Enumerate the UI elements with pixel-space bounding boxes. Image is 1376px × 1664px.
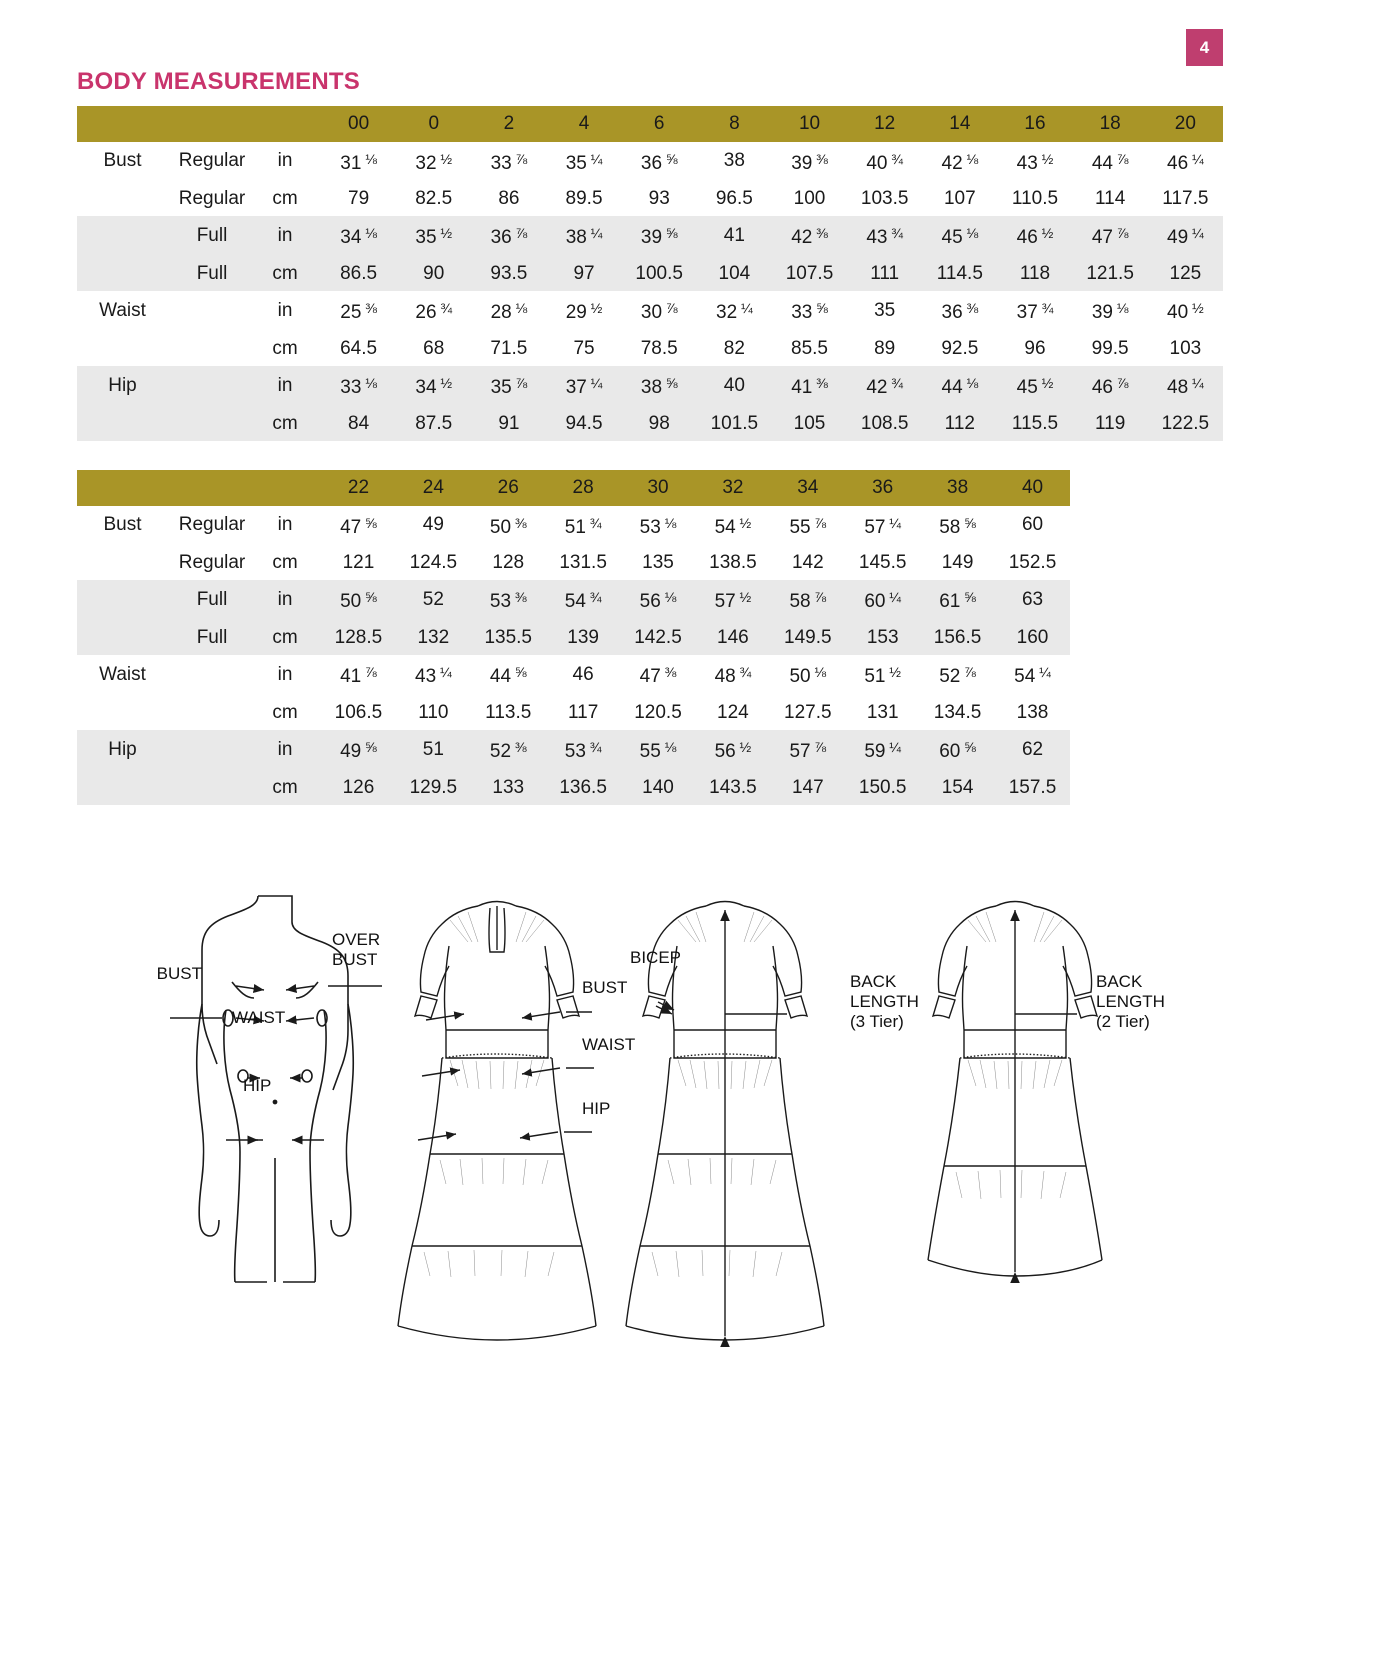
cell-value: 133: [471, 770, 546, 806]
table-header-size-2: 2: [471, 106, 546, 142]
cell-fit: Full: [159, 580, 259, 619]
cell-value: 92.5: [922, 331, 997, 367]
cell-value: 49: [396, 506, 471, 545]
cell-value: 93.5: [471, 256, 546, 292]
table-header-size-32: 32: [695, 470, 770, 506]
cell-part: [77, 580, 159, 619]
cell-value: 101.5: [697, 406, 772, 442]
table-row: [77, 256, 1223, 292]
cell-unit: in: [259, 216, 321, 255]
cell-value: 46 $^{\frac{1}{2}}$: [997, 216, 1072, 255]
cell-value: 147: [770, 770, 845, 806]
table-header-size-40: 40: [995, 470, 1070, 506]
measurements-table-sizes-00-20: [77, 106, 1223, 441]
cell-value: 44 $^{\frac{7}{8}}$: [1073, 142, 1148, 181]
page-number: 4: [1199, 37, 1210, 57]
cell-unit: cm: [259, 620, 321, 656]
cell-value: 39 $^{\frac{3}{8}}$: [772, 142, 847, 181]
measurement-table: [77, 470, 1070, 805]
cell-value: 33 $^{\frac{5}{8}}$: [772, 291, 847, 330]
cell-value: 110: [396, 695, 471, 731]
page-number-badge: [1186, 29, 1223, 66]
cell-value: 86.5: [321, 256, 396, 292]
cell-value: 110.5: [997, 181, 1072, 217]
cell-unit: cm: [259, 770, 321, 806]
table-header-size-30: 30: [621, 470, 696, 506]
cell-value: 136.5: [546, 770, 621, 806]
table-row: [77, 580, 1070, 619]
cell-part: [77, 216, 159, 255]
table-header-size-12: 12: [847, 106, 922, 142]
table-row: [77, 216, 1223, 255]
cell-value: 50 $^{\frac{1}{8}}$: [770, 655, 845, 694]
cell-value: 56 $^{\frac{1}{8}}$: [621, 580, 696, 619]
cell-value: 43 $^{\frac{1}{4}}$: [396, 655, 471, 694]
cell-value: 36 $^{\frac{3}{8}}$: [922, 291, 997, 330]
cell-value: 42 $^{\frac{3}{8}}$: [772, 216, 847, 255]
cell-value: 131: [845, 695, 920, 731]
cell-value: 98: [622, 406, 697, 442]
cell-value: 121: [321, 545, 396, 581]
cell-value: 118: [997, 256, 1072, 292]
table-header-size-6: 6: [622, 106, 697, 142]
cell-value: 50 $^{\frac{3}{8}}$: [471, 506, 546, 545]
cell-value: 145.5: [845, 545, 920, 581]
table-header-size-0: 0: [396, 106, 471, 142]
cell-unit: cm: [259, 256, 321, 292]
cell-value: 107.5: [772, 256, 847, 292]
cell-value: 42 $^{\frac{3}{4}}$: [847, 366, 922, 405]
cell-value: 62: [995, 730, 1070, 769]
label-bicep: BICEP: [630, 948, 682, 967]
cell-value: 44 $^{\frac{1}{8}}$: [922, 366, 997, 405]
cell-value: 52 $^{\frac{3}{8}}$: [471, 730, 546, 769]
label-back-length-2tier-line3: (2 Tier): [1096, 1012, 1150, 1031]
cell-value: 117.5: [1148, 181, 1223, 217]
table-header-size-34: 34: [770, 470, 845, 506]
cell-value: 139: [546, 620, 621, 656]
dress-back-2tier-figure: [908, 890, 1123, 1290]
cell-value: 60 $^{\frac{1}{4}}$: [845, 580, 920, 619]
cell-value: 38: [697, 142, 772, 181]
cell-value: 124: [695, 695, 770, 731]
cell-value: 61 $^{\frac{5}{8}}$: [920, 580, 995, 619]
cell-fit: [159, 655, 259, 694]
cell-value: 46: [546, 655, 621, 694]
cell-value: 43 $^{\frac{1}{2}}$: [997, 142, 1072, 181]
cell-value: 45 $^{\frac{1}{8}}$: [922, 216, 997, 255]
table-header-size-24: 24: [396, 470, 471, 506]
label-back-length-2tier-line1: BACK: [1096, 972, 1143, 991]
cell-value: 40 $^{\frac{3}{4}}$: [847, 142, 922, 181]
cell-value: 131.5: [546, 545, 621, 581]
cell-fit: [159, 331, 259, 367]
cell-value: 152.5: [995, 545, 1070, 581]
cell-value: 53 $^{\frac{3}{4}}$: [546, 730, 621, 769]
cell-value: 84: [321, 406, 396, 442]
table-header-fit: [159, 470, 259, 506]
table-header-size-36: 36: [845, 470, 920, 506]
cell-value: 115.5: [997, 406, 1072, 442]
cell-fit: [159, 406, 259, 442]
table-row: [77, 770, 1070, 806]
cell-unit: in: [259, 291, 321, 330]
cell-value: 103.5: [847, 181, 922, 217]
table-header-size-38: 38: [920, 470, 995, 506]
table-row: [77, 181, 1223, 217]
cell-fit: [159, 770, 259, 806]
cell-value: 138: [995, 695, 1070, 731]
cell-unit: cm: [259, 331, 321, 367]
cell-value: 48 $^{\frac{1}{4}}$: [1148, 366, 1223, 405]
table-row: [77, 655, 1070, 694]
cell-value: 149: [920, 545, 995, 581]
cell-unit: in: [259, 655, 321, 694]
cell-value: 140: [621, 770, 696, 806]
cell-unit: in: [259, 366, 321, 405]
label-waist-front: WAIST: [582, 1035, 636, 1054]
cell-value: 52: [396, 580, 471, 619]
cell-value: 138.5: [695, 545, 770, 581]
cell-value: 51 $^{\frac{3}{4}}$: [546, 506, 621, 545]
label-waist-mannequin: WAIST: [232, 1008, 286, 1027]
cell-value: 52 $^{\frac{7}{8}}$: [920, 655, 995, 694]
cell-unit: cm: [259, 406, 321, 442]
cell-value: 91: [471, 406, 546, 442]
cell-value: 134.5: [920, 695, 995, 731]
cell-value: 46 $^{\frac{1}{4}}$: [1148, 142, 1223, 181]
cell-value: 57 $^{\frac{1}{2}}$: [695, 580, 770, 619]
cell-value: 128.5: [321, 620, 396, 656]
cell-value: 55 $^{\frac{1}{8}}$: [621, 730, 696, 769]
table-header-size-18: 18: [1073, 106, 1148, 142]
cell-value: 53 $^{\frac{3}{8}}$: [471, 580, 546, 619]
table-header-size-20: 20: [1148, 106, 1223, 142]
table-row: [77, 331, 1223, 367]
cell-value: 106.5: [321, 695, 396, 731]
cell-fit: Regular: [159, 506, 259, 545]
cell-part: Hip: [77, 730, 159, 769]
cell-value: 34 $^{\frac{1}{2}}$: [396, 366, 471, 405]
cell-value: 54 $^{\frac{1}{4}}$: [995, 655, 1070, 694]
label-hip-front: HIP: [582, 1099, 611, 1118]
cell-value: 57 $^{\frac{1}{4}}$: [845, 506, 920, 545]
cell-fit: [159, 730, 259, 769]
table-header-row: [77, 470, 1070, 506]
cell-value: 25 $^{\frac{3}{8}}$: [321, 291, 396, 330]
cell-value: 29 $^{\frac{1}{2}}$: [546, 291, 621, 330]
cell-value: 57 $^{\frac{7}{8}}$: [770, 730, 845, 769]
cell-value: 54 $^{\frac{3}{4}}$: [546, 580, 621, 619]
cell-fit: Regular: [159, 142, 259, 181]
cell-value: 99.5: [1073, 331, 1148, 367]
cell-part: [77, 620, 159, 656]
cell-value: 48 $^{\frac{3}{4}}$: [695, 655, 770, 694]
dress-front-figure: [390, 890, 605, 1350]
cell-part: Bust: [77, 142, 159, 181]
cell-value: 100.5: [622, 256, 697, 292]
cell-value: 82.5: [396, 181, 471, 217]
cell-value: 113.5: [471, 695, 546, 731]
cell-value: 85.5: [772, 331, 847, 367]
cell-value: 117: [546, 695, 621, 731]
cell-value: 68: [396, 331, 471, 367]
cell-value: 41 $^{\frac{3}{8}}$: [772, 366, 847, 405]
table-row: [77, 406, 1223, 442]
table-header-size-22: 22: [321, 470, 396, 506]
cell-value: 90: [396, 256, 471, 292]
table-row: [77, 545, 1070, 581]
cell-value: 135: [621, 545, 696, 581]
cell-value: 39 $^{\frac{1}{8}}$: [1073, 291, 1148, 330]
table-header-part: [77, 106, 159, 142]
cell-value: 112: [922, 406, 997, 442]
cell-part: Bust: [77, 506, 159, 545]
label-over-bust-line1: OVER: [332, 930, 381, 949]
cell-unit: cm: [259, 695, 321, 731]
table-header-size-26: 26: [471, 470, 546, 506]
cell-fit: Full: [159, 620, 259, 656]
cell-value: 97: [546, 256, 621, 292]
cell-value: 47 $^{\frac{7}{8}}$: [1073, 216, 1148, 255]
cell-value: 89: [847, 331, 922, 367]
cell-value: 30 $^{\frac{7}{8}}$: [622, 291, 697, 330]
cell-value: 51 $^{\frac{1}{2}}$: [845, 655, 920, 694]
cell-value: 55 $^{\frac{7}{8}}$: [770, 506, 845, 545]
cell-value: 60 $^{\frac{5}{8}}$: [920, 730, 995, 769]
cell-value: 114: [1073, 181, 1148, 217]
cell-value: 153: [845, 620, 920, 656]
cell-value: 114.5: [922, 256, 997, 292]
cell-value: 104: [697, 256, 772, 292]
cell-value: 36 $^{\frac{7}{8}}$: [471, 216, 546, 255]
table-header-size-14: 14: [922, 106, 997, 142]
cell-value: 43 $^{\frac{3}{4}}$: [847, 216, 922, 255]
cell-value: 89.5: [546, 181, 621, 217]
cell-unit: in: [259, 142, 321, 181]
cell-value: 142.5: [621, 620, 696, 656]
cell-value: 49 $^{\frac{1}{4}}$: [1148, 216, 1223, 255]
cell-value: 100: [772, 181, 847, 217]
cell-part: Hip: [77, 366, 159, 405]
cell-unit: in: [259, 506, 321, 545]
cell-fit: [159, 366, 259, 405]
table-header-size-28: 28: [546, 470, 621, 506]
cell-unit: in: [259, 580, 321, 619]
cell-part: [77, 181, 159, 217]
cell-value: 71.5: [471, 331, 546, 367]
cell-fit: [159, 695, 259, 731]
cell-value: 56 $^{\frac{1}{2}}$: [695, 730, 770, 769]
cell-value: 59 $^{\frac{1}{4}}$: [845, 730, 920, 769]
cell-value: 78.5: [622, 331, 697, 367]
cell-value: 35: [847, 291, 922, 330]
cell-value: 96.5: [697, 181, 772, 217]
table-header-unit: [259, 106, 321, 142]
table-row: [77, 142, 1223, 181]
label-bust-mannequin: BUST: [156, 964, 202, 983]
cell-value: 39 $^{\frac{5}{8}}$: [622, 216, 697, 255]
cell-value: 125: [1148, 256, 1223, 292]
cell-value: 156.5: [920, 620, 995, 656]
cell-value: 34 $^{\frac{1}{8}}$: [321, 216, 396, 255]
cell-value: 35 $^{\frac{1}{2}}$: [396, 216, 471, 255]
cell-value: 108.5: [847, 406, 922, 442]
cell-value: 58 $^{\frac{5}{8}}$: [920, 506, 995, 545]
table-row: [77, 506, 1070, 545]
cell-value: 142: [770, 545, 845, 581]
table-header-part: [77, 470, 159, 506]
label-back-length-3tier-line1: BACK: [850, 972, 897, 991]
cell-fit: Regular: [159, 545, 259, 581]
cell-value: 40: [697, 366, 772, 405]
cell-value: 143.5: [695, 770, 770, 806]
table-body: [77, 506, 1070, 806]
cell-value: 37 $^{\frac{3}{4}}$: [997, 291, 1072, 330]
cell-value: 38 $^{\frac{1}{4}}$: [546, 216, 621, 255]
cell-value: 32 $^{\frac{1}{2}}$: [396, 142, 471, 181]
cell-fit: [159, 291, 259, 330]
cell-value: 49 $^{\frac{5}{8}}$: [321, 730, 396, 769]
cell-value: 47 $^{\frac{3}{8}}$: [621, 655, 696, 694]
cell-value: 135.5: [471, 620, 546, 656]
cell-part: [77, 545, 159, 581]
cell-value: 127.5: [770, 695, 845, 731]
cell-part: Waist: [77, 655, 159, 694]
cell-value: 51: [396, 730, 471, 769]
cell-unit: cm: [259, 545, 321, 581]
table-header-size-16: 16: [997, 106, 1072, 142]
cell-value: 79: [321, 181, 396, 217]
table-header-size-10: 10: [772, 106, 847, 142]
cell-value: 36 $^{\frac{5}{8}}$: [622, 142, 697, 181]
table-header-size-8: 8: [697, 106, 772, 142]
cell-unit: cm: [259, 181, 321, 217]
cell-part: [77, 331, 159, 367]
cell-value: 63: [995, 580, 1070, 619]
cell-value: 128: [471, 545, 546, 581]
cell-value: 75: [546, 331, 621, 367]
label-over-bust-line2: BUST: [332, 950, 378, 969]
cell-fit: Regular: [159, 181, 259, 217]
table-header-fit: [159, 106, 259, 142]
cell-value: 40 $^{\frac{1}{2}}$: [1148, 291, 1223, 330]
cell-value: 126: [321, 770, 396, 806]
cell-value: 26 $^{\frac{3}{4}}$: [396, 291, 471, 330]
cell-value: 38 $^{\frac{5}{8}}$: [622, 366, 697, 405]
cell-fit: Full: [159, 256, 259, 292]
cell-value: 45 $^{\frac{1}{2}}$: [997, 366, 1072, 405]
cell-value: 41 $^{\frac{7}{8}}$: [321, 655, 396, 694]
cell-part: [77, 695, 159, 731]
cell-value: 103: [1148, 331, 1223, 367]
cell-value: 124.5: [396, 545, 471, 581]
cell-value: 96: [997, 331, 1072, 367]
cell-value: 149.5: [770, 620, 845, 656]
cell-value: 111: [847, 256, 922, 292]
cell-value: 121.5: [1073, 256, 1148, 292]
measurements-table-sizes-22-40: [77, 470, 1070, 805]
cell-value: 64.5: [321, 331, 396, 367]
cell-value: 50 $^{\frac{5}{8}}$: [321, 580, 396, 619]
cell-value: 33 $^{\frac{1}{8}}$: [321, 366, 396, 405]
cell-value: 93: [622, 181, 697, 217]
table-header-row: [77, 106, 1223, 142]
table-header-unit: [259, 470, 321, 506]
table-body: [77, 142, 1223, 442]
cell-value: 157.5: [995, 770, 1070, 806]
table-row: [77, 366, 1223, 405]
cell-value: 94.5: [546, 406, 621, 442]
cell-value: 41: [697, 216, 772, 255]
cell-value: 150.5: [845, 770, 920, 806]
cell-value: 31 $^{\frac{1}{8}}$: [321, 142, 396, 181]
cell-value: 37 $^{\frac{1}{4}}$: [546, 366, 621, 405]
cell-fit: Full: [159, 216, 259, 255]
label-back-length-3tier-line3: (3 Tier): [850, 1012, 904, 1031]
cell-value: 60: [995, 506, 1070, 545]
cell-value: 46 $^{\frac{7}{8}}$: [1073, 366, 1148, 405]
cell-value: 129.5: [396, 770, 471, 806]
label-hip-mannequin: HIP: [243, 1076, 272, 1095]
table-row: [77, 730, 1070, 769]
table-header-size-00: 00: [321, 106, 396, 142]
cell-value: 53 $^{\frac{1}{8}}$: [621, 506, 696, 545]
cell-value: 87.5: [396, 406, 471, 442]
table-row: [77, 291, 1223, 330]
cell-value: 35 $^{\frac{7}{8}}$: [471, 366, 546, 405]
cell-part: [77, 770, 159, 806]
cell-value: 47 $^{\frac{5}{8}}$: [321, 506, 396, 545]
cell-value: 105: [772, 406, 847, 442]
cell-value: 82: [697, 331, 772, 367]
cell-value: 28 $^{\frac{1}{8}}$: [471, 291, 546, 330]
cell-value: 86: [471, 181, 546, 217]
cell-value: 146: [695, 620, 770, 656]
cell-value: 54 $^{\frac{1}{2}}$: [695, 506, 770, 545]
cell-value: 58 $^{\frac{7}{8}}$: [770, 580, 845, 619]
table-row: [77, 695, 1070, 731]
cell-value: 154: [920, 770, 995, 806]
label-bust-front: BUST: [582, 978, 628, 997]
cell-value: 33 $^{\frac{7}{8}}$: [471, 142, 546, 181]
cell-value: 120.5: [621, 695, 696, 731]
cell-value: 160: [995, 620, 1070, 656]
cell-value: 107: [922, 181, 997, 217]
measurement-table: [77, 106, 1223, 441]
cell-unit: in: [259, 730, 321, 769]
cell-value: 132: [396, 620, 471, 656]
label-back-length-3tier-line2: LENGTH: [850, 992, 919, 1011]
cell-part: [77, 256, 159, 292]
cell-value: 122.5: [1148, 406, 1223, 442]
label-back-length-2tier-line2: LENGTH: [1096, 992, 1165, 1011]
cell-value: 35 $^{\frac{1}{4}}$: [546, 142, 621, 181]
cell-value: 42 $^{\frac{1}{8}}$: [922, 142, 997, 181]
table-row: [77, 620, 1070, 656]
cell-part: [77, 406, 159, 442]
technical-illustrations: [0, 880, 1376, 1380]
page-title: BODY MEASUREMENTS: [77, 68, 360, 95]
cell-value: 44 $^{\frac{5}{8}}$: [471, 655, 546, 694]
table-header-size-4: 4: [546, 106, 621, 142]
cell-part: Waist: [77, 291, 159, 330]
cell-value: 32 $^{\frac{1}{4}}$: [697, 291, 772, 330]
cell-value: 119: [1073, 406, 1148, 442]
